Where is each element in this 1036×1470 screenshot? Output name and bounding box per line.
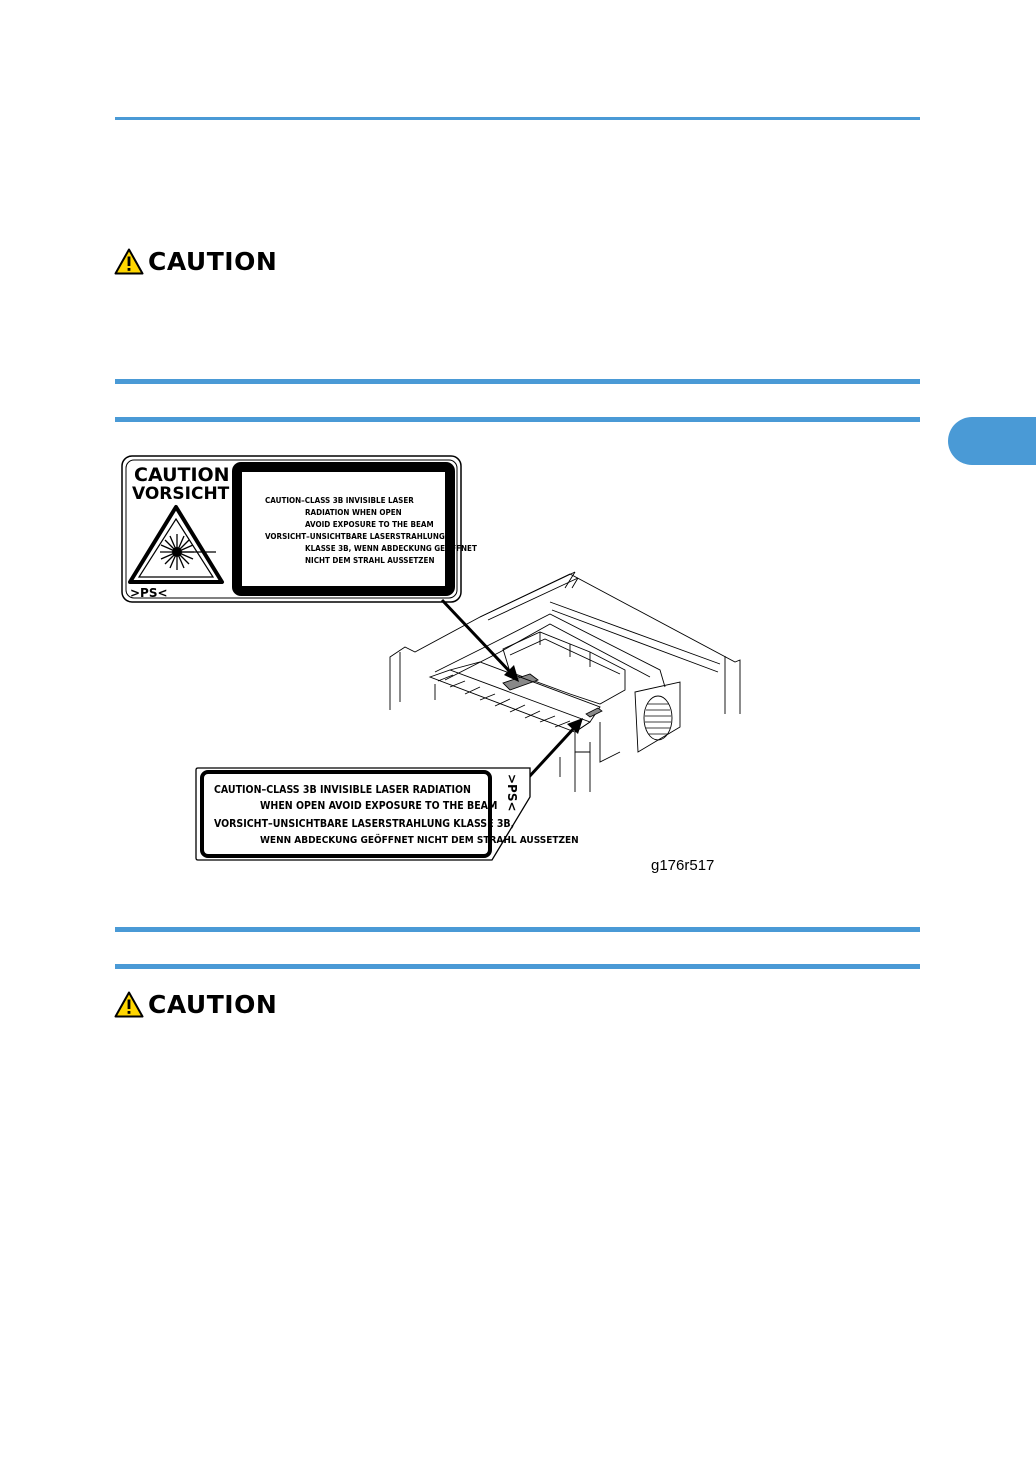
label1-text-line: RADIATION WHEN OPEN — [305, 508, 402, 517]
section-rule-3 — [115, 927, 920, 932]
label2-text-line: WHEN OPEN AVOID EXPOSURE TO THE BEAM — [260, 800, 498, 812]
label1-text-line: KLASSE 3B, WENN ABDECKUNG GEÖFFNET — [305, 544, 477, 553]
label2-text-line: CAUTION–CLASS 3B INVISIBLE LASER RADIATION — [214, 784, 471, 796]
section-rule-2 — [115, 417, 920, 422]
top-rule — [115, 117, 920, 120]
laser-caution-label-1 — [122, 456, 477, 602]
section-rule-4 — [115, 964, 920, 969]
label2-text-line: WENN ABDECKUNG GEÖFFNET NICHT DEM STRAHL AUSSETZEN — [260, 835, 579, 846]
caution-heading-bottom — [114, 989, 277, 1019]
laser-caution-label-2 — [196, 768, 579, 860]
caution-heading-top — [114, 246, 277, 276]
label2-code: >PS< — [505, 774, 519, 812]
label1-text-line: AVOID EXPOSURE TO THE BEAM — [305, 520, 434, 529]
chapter-tab — [948, 417, 1036, 465]
printer-drawing — [390, 572, 740, 792]
section-rule-1 — [115, 379, 920, 384]
label1-text-line: NICHT DEM STRAHL AUSSETZEN — [305, 556, 435, 565]
caution-label: CAUTION — [148, 246, 278, 276]
label1-text-line: CAUTION–CLASS 3B INVISIBLE LASER — [265, 496, 414, 505]
label1-text-line: VORSICHT–UNSICHTBARE LASERSTRAHLUNG — [265, 532, 445, 541]
label1-code: >PS< — [130, 586, 168, 600]
warning-triangle-icon — [114, 991, 144, 1018]
warning-triangle-icon — [114, 248, 144, 275]
figure-caption: g176r517 — [651, 857, 715, 874]
caution-label: CAUTION — [148, 989, 278, 1019]
label1-heading-vorsicht: VORSICHT — [132, 484, 230, 504]
label1-heading-caution: CAUTION — [134, 464, 230, 486]
figure-illustration — [120, 452, 745, 882]
label2-text-line: VORSICHT–UNSICHTBARE LASERSTRAHLUNG KLASSE 3B, — [214, 818, 515, 830]
laser-label-figure — [120, 452, 745, 882]
